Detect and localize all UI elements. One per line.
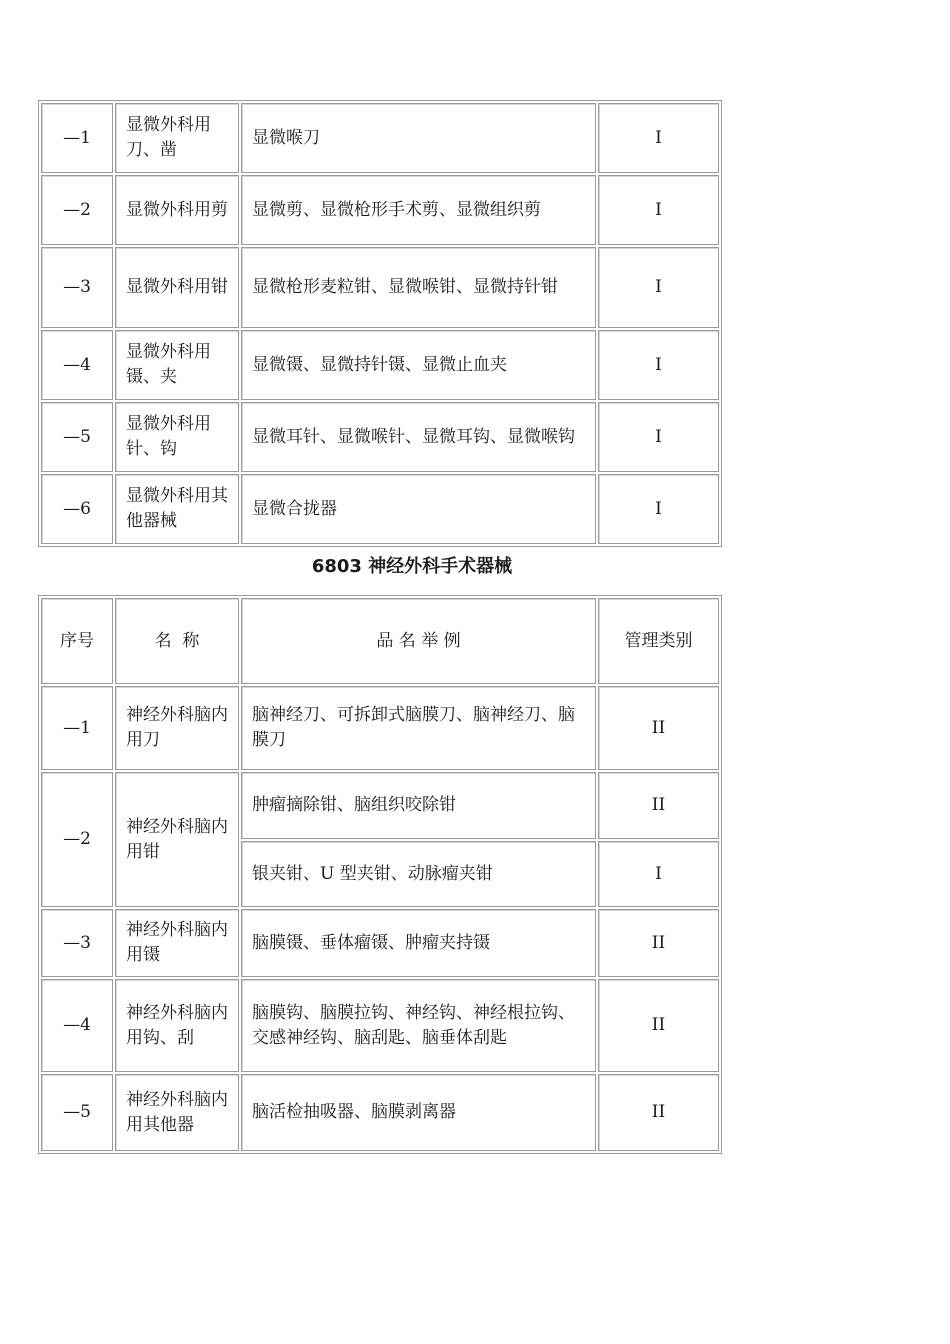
item-examples: 脑膜钩、脑膜拉钩、神经钩、神经根拉钩、交感神经钩、脑刮匙、脑垂体刮匙 [241,979,596,1072]
item-examples: 脑神经刀、可拆卸式脑膜刀、脑神经刀、脑膜刀 [241,686,596,770]
row-number: —4 [41,330,113,400]
management-class: I [598,175,719,245]
table-row [41,402,719,472]
management-class: I [598,474,719,544]
item-examples: 银夹钳、U 型夹钳、动脉瘤夹钳 [241,841,596,907]
table-row [41,330,719,400]
row-number: —3 [41,247,113,328]
management-class: II [598,909,719,977]
header-examples: 品 名 举 例 [241,598,596,684]
table-row [41,772,719,839]
table-header-row [41,598,719,684]
item-examples: 显微耳针、显微喉针、显微耳钩、显微喉钩 [241,402,596,472]
table-row [41,474,719,544]
management-class: I [598,247,719,328]
header-management-class: 管理类别 [598,598,719,684]
instrument-table-microsurgery [38,100,722,547]
management-class: II [598,686,719,770]
table-row [41,247,719,328]
item-examples: 脑活检抽吸器、脑膜剥离器 [241,1074,596,1151]
item-examples: 显微合拢器 [241,474,596,544]
item-examples: 肿瘤摘除钳、脑组织咬除钳 [241,772,596,839]
row-number: —4 [41,979,113,1072]
table-row [41,1074,719,1151]
item-examples: 显微喉刀 [241,103,596,173]
management-class: II [598,1074,719,1151]
management-class: II [598,772,719,839]
row-number: —2 [41,175,113,245]
table-row [41,175,719,245]
management-class: I [598,402,719,472]
instrument-table-neurosurgery [38,595,722,1154]
item-examples: 显微剪、显微枪形手术剪、显微组织剪 [241,175,596,245]
management-class: II [598,979,719,1072]
row-number: —1 [41,103,113,173]
row-number: —5 [41,402,113,472]
header-name: 名 称 [115,598,239,684]
header-number: 序号 [41,598,113,684]
row-number: —5 [41,1074,113,1151]
table-row [41,979,719,1072]
row-number: —3 [41,909,113,977]
table-row [41,686,719,770]
management-class: I [598,330,719,400]
row-number: —1 [41,686,113,770]
item-name: 神经外科脑内用刀 [115,686,239,770]
item-name: 神经外科脑内用钩、刮 [115,979,239,1072]
item-name: 显微外科用镊、夹 [115,330,239,400]
table-row [41,103,719,173]
item-name: 神经外科脑内用钳 [115,772,239,907]
item-examples: 显微镊、显微持针镊、显微止血夹 [241,330,596,400]
item-name: 显微外科用剪 [115,175,239,245]
item-name: 神经外科脑内用镊 [115,909,239,977]
management-class: I [598,103,719,173]
item-examples: 脑膜镊、垂体瘤镊、肿瘤夹持镊 [241,909,596,977]
item-name: 显微外科用钳 [115,247,239,328]
item-name: 神经外科脑内用其他器 [115,1074,239,1151]
section-title: 6803 神经外科手术器械 [311,556,513,577]
management-class: I [598,841,719,907]
item-examples: 显微枪形麦粒钳、显微喉钳、显微持针钳 [241,247,596,328]
table-row [41,909,719,977]
item-name: 显微外科用刀、凿 [115,103,239,173]
item-name: 显微外科用其他器械 [115,474,239,544]
item-name: 显微外科用针、钩 [115,402,239,472]
row-number: —2 [41,772,113,907]
row-number: —6 [41,474,113,544]
